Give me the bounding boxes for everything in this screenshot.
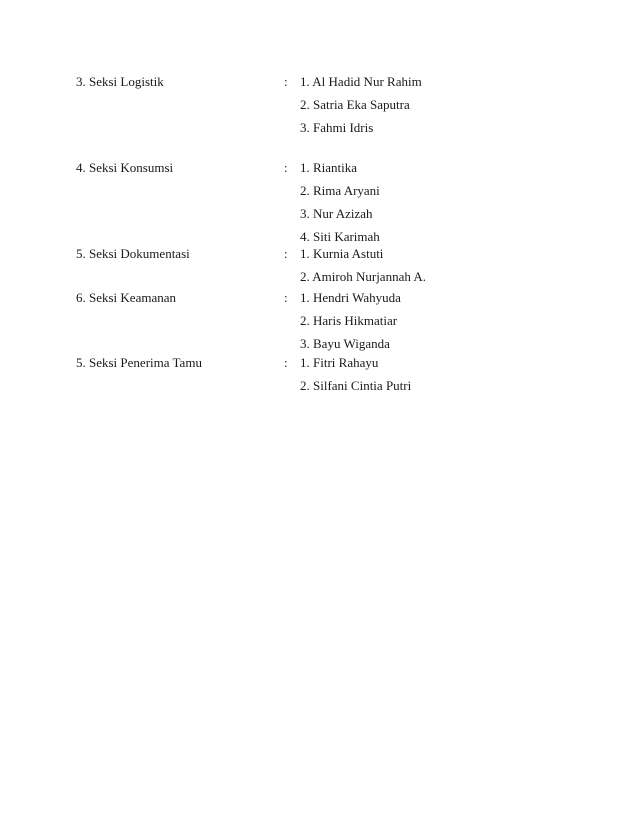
member-item: 2. Rima Aryani: [300, 183, 380, 198]
member-item: 3. Fahmi Idris: [300, 120, 374, 135]
member-item: 2. Haris Hikmatiar: [300, 313, 398, 328]
section-label: 5. Seksi Penerima Tamu: [76, 355, 202, 370]
section-separator: :: [284, 74, 288, 89]
section-separator: :: [284, 355, 288, 370]
section-label: 5. Seksi Dokumentasi: [76, 246, 190, 261]
member-list: [300, 290, 401, 359]
member-item: 1. Riantika: [300, 160, 358, 175]
member-list: [300, 246, 426, 292]
section-label: 6. Seksi Keamanan: [76, 290, 177, 305]
member-item: 4. Siti Karimah: [300, 229, 380, 244]
member-item: 2. Satria Eka Saputra: [300, 97, 410, 112]
member-item: 1. Kurnia Astuti: [300, 246, 384, 261]
member-list: [300, 160, 380, 252]
member-list: [300, 74, 422, 143]
section-separator: :: [284, 246, 288, 261]
member-item: 1. Fitri Rahayu: [300, 355, 379, 370]
member-item: 3. Bayu Wiganda: [300, 336, 390, 351]
section-label: 3. Seksi Logistik: [76, 74, 164, 89]
section-separator: :: [284, 160, 288, 175]
member-item: 1. Al Hadid Nur Rahim: [300, 74, 422, 89]
section-label: 4. Seksi Konsumsi: [76, 160, 174, 175]
member-item: 1. Hendri Wahyuda: [300, 290, 401, 305]
member-item: 3. Nur Azizah: [300, 206, 373, 221]
section-separator: :: [284, 290, 288, 305]
member-list: [300, 355, 411, 401]
member-item: 2. Silfani Cintia Putri: [300, 378, 412, 393]
member-item: 2. Amiroh Nurjannah A.: [300, 269, 427, 284]
